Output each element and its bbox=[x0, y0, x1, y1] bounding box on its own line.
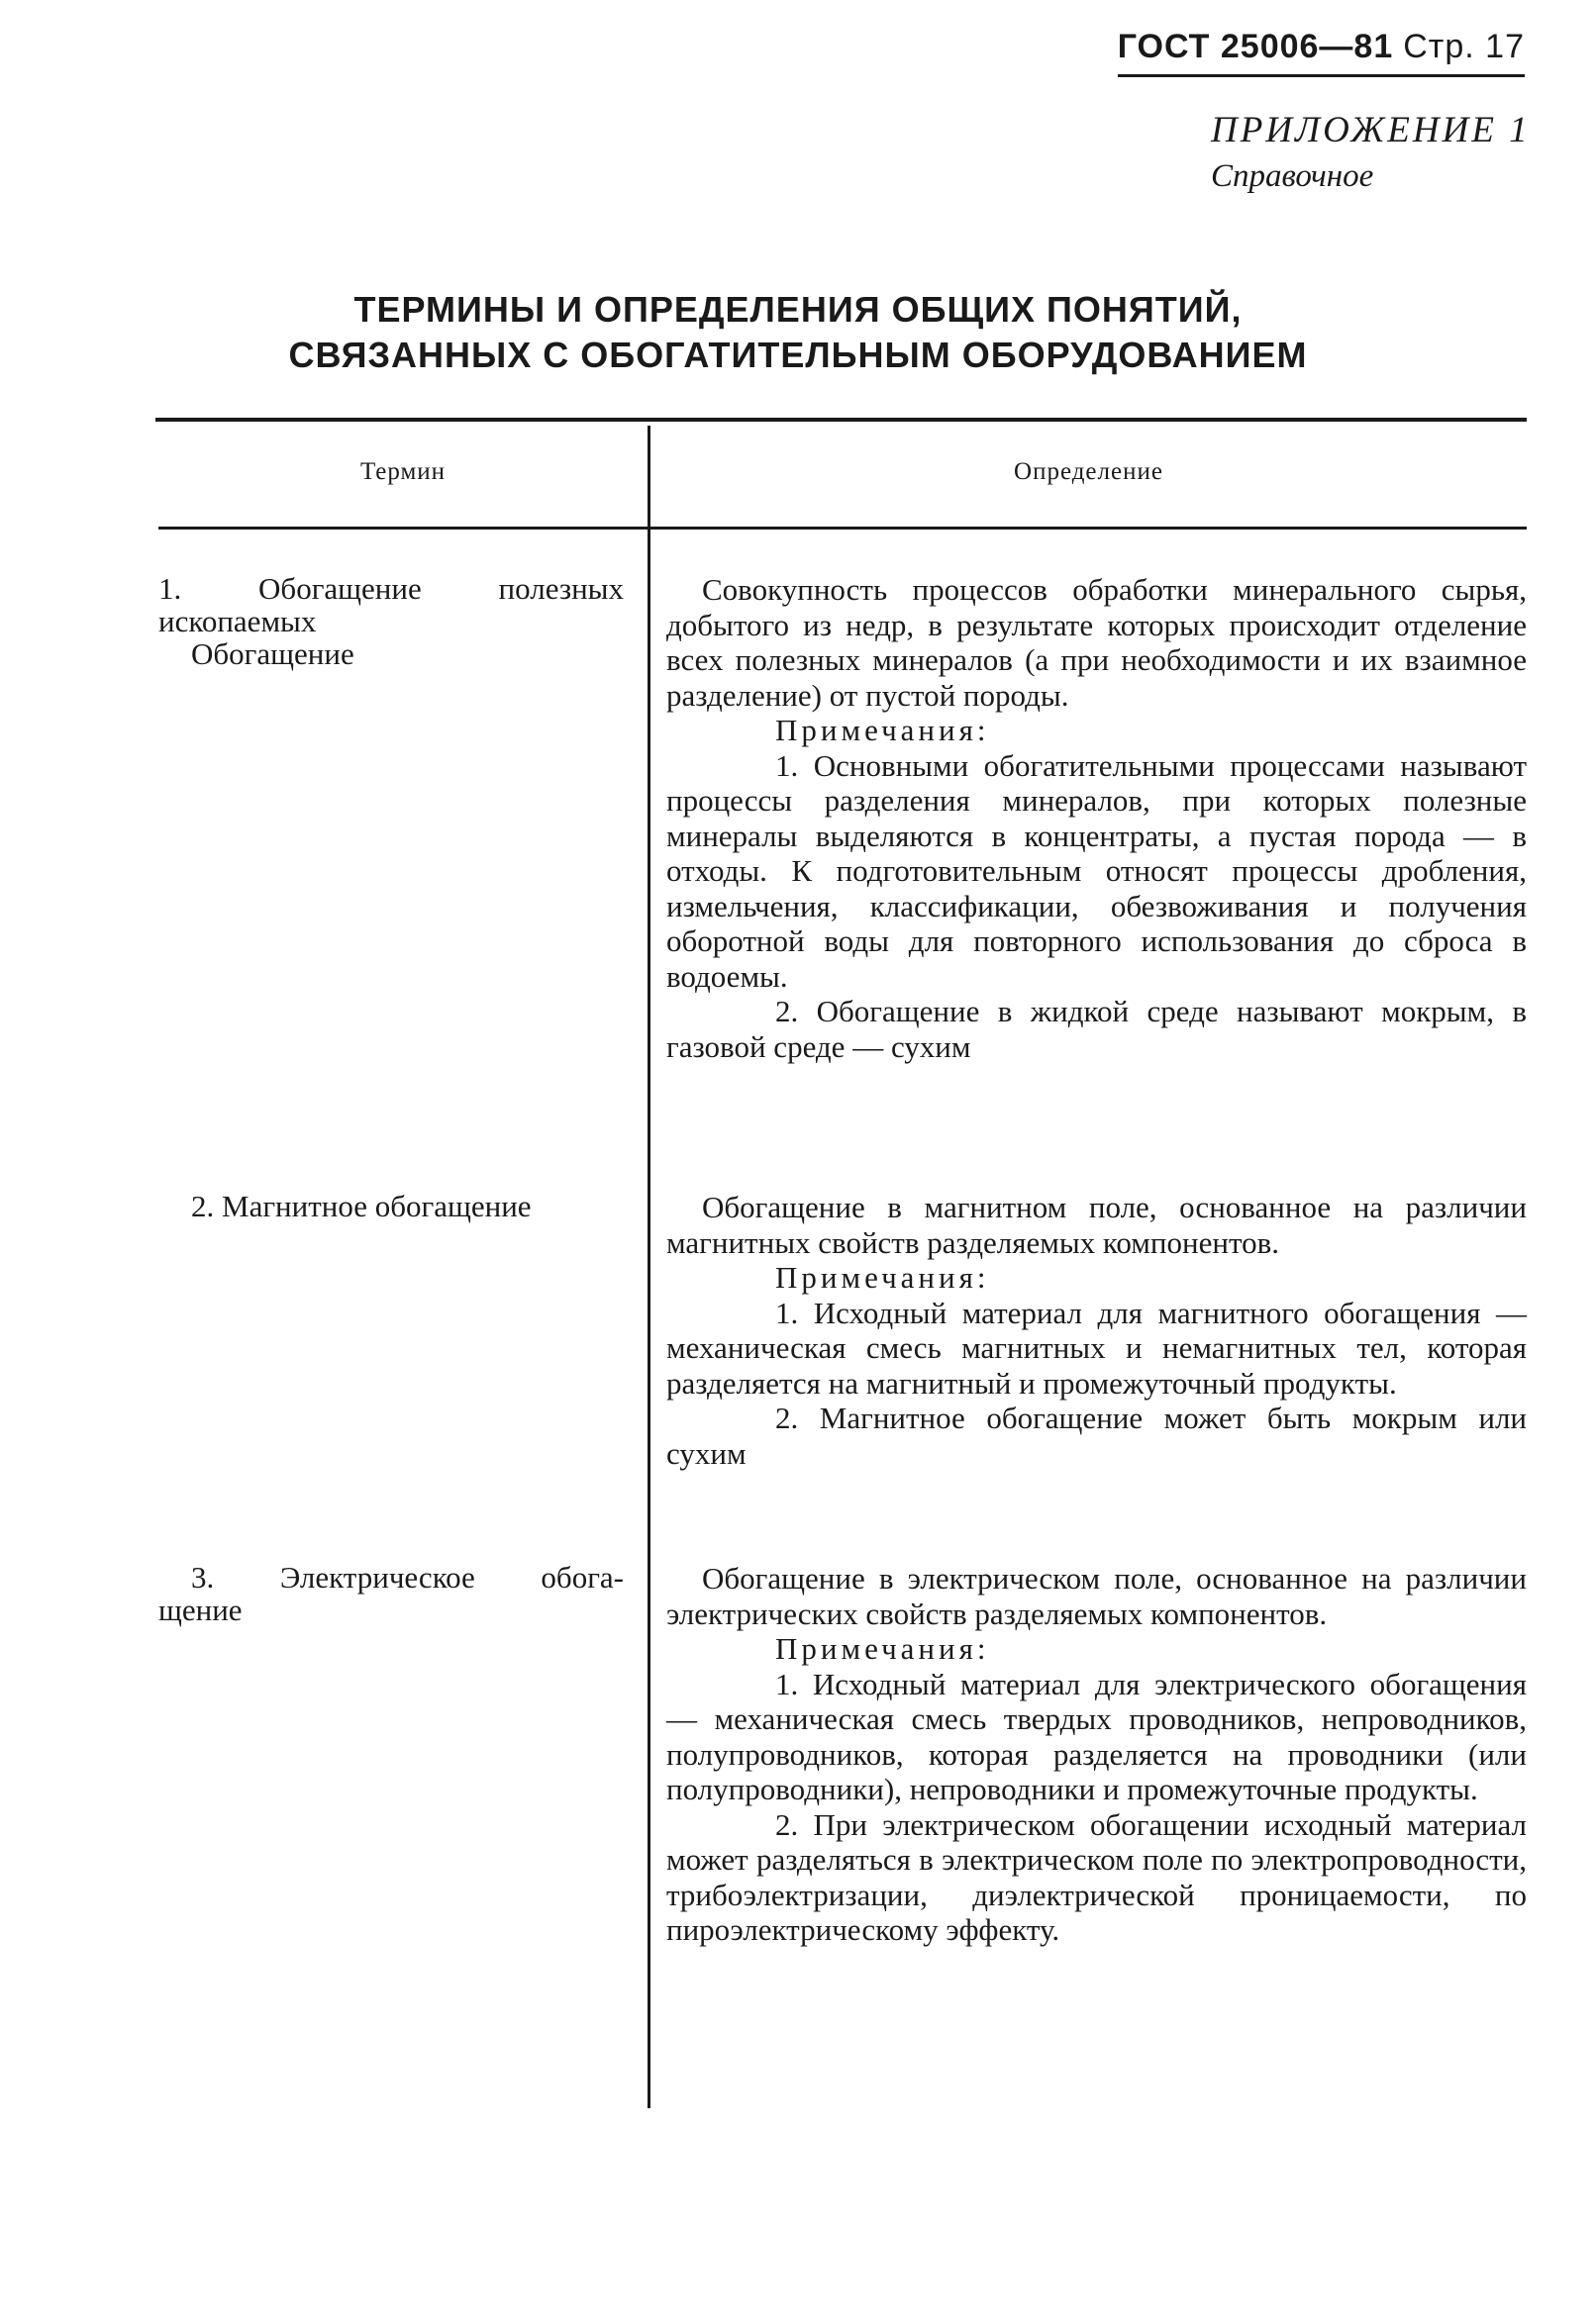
column-divider bbox=[648, 426, 650, 2108]
term-cell bbox=[158, 1190, 624, 1222]
notes-heading: Примечания: bbox=[775, 1260, 990, 1295]
note-text: 2. Магнитное обогащение может быть мокрым или сухим bbox=[666, 1401, 1527, 1471]
term-text: ископаемых bbox=[158, 604, 317, 638]
title-line-2: СВЯЗАННЫХ С ОБОГАТИТЕЛЬНЫМ ОБОРУДОВАНИЕМ bbox=[288, 335, 1308, 375]
column-header-definition: Определение bbox=[1014, 458, 1163, 485]
appendix-label: ПРИЛОЖЕНИЕ 1 bbox=[1211, 110, 1531, 150]
term-cell bbox=[158, 572, 624, 670]
column-header-term: Термин bbox=[359, 458, 447, 485]
notes-heading: Примечания: bbox=[775, 1631, 990, 1666]
table-top-rule bbox=[155, 418, 1527, 422]
definition-text: Обогащение в электрическом поле, основанное на различии электрических свойств разделяемых компонентов. bbox=[666, 1561, 1527, 1631]
appendix-type: Справочное bbox=[1211, 158, 1374, 194]
note-text: 1. Исходный материал для электрического обогащения — механическая смесь твердых проводников, непроводников, полупроводников, которая разделяется на проводники (или полупроводники), непроводники и промежуточные продукты. bbox=[666, 1666, 1527, 1806]
term-text: 2. Магнитное обогащение bbox=[191, 1189, 532, 1223]
gost-header-line bbox=[1118, 28, 1525, 77]
note-text: 2. При электрическом обогащении исходный материал может разделяться в электрическом поле по электропроводности, трибоэлектризации, диэлектрической проницаемости, по пироэлектрическому эффекту. bbox=[666, 1806, 1527, 1947]
definition-cell bbox=[666, 1190, 1527, 1471]
notes-heading: Примечания: bbox=[775, 713, 990, 747]
definition-text: Обогащение в магнитном поле, основанное на различии магнитных свойств разделяемых компонентов. bbox=[666, 1190, 1527, 1260]
term-short-form: Обогащение bbox=[191, 636, 354, 671]
definition-text: Совокупность процессов обработки минерального сырья, добытого из недр, в результате которых происходит отделение всех полезных минералов (а при необходимости и их взаимное разделение) от пустой породы. bbox=[666, 572, 1527, 713]
note-text: 1. Исходный материал для магнитного обогащения — механическая смесь магнитных и немагнитных тел, которая разделяется на магнитный и промежуточный продукты. bbox=[666, 1295, 1527, 1401]
document-title bbox=[0, 287, 1596, 378]
definition-cell bbox=[666, 572, 1527, 1064]
title-line-1: ТЕРМИНЫ И ОПРЕДЕЛЕНИЯ ОБЩИХ ПОНЯТИЙ, bbox=[353, 289, 1243, 330]
term-cell bbox=[158, 1561, 624, 1626]
page-number: Стр. 17 bbox=[1403, 28, 1525, 65]
note-text: 1. Основными обогатительными процессами называют процессы разделения минералов, при которых полезные минералы выделяются в концентраты, а пустая порода — в отходы. К подготовительным относят процессы дробления, измельчения, классификации, обезвоживания и получения оборотной воды для повторного использования до сброса в водоемы. bbox=[666, 747, 1527, 994]
term-text: 3. Электрическое обога- bbox=[191, 1560, 624, 1595]
note-text: 2. Обогащение в жидкой среде называют мокрым, в газовой среде — сухим bbox=[666, 994, 1527, 1064]
table-header-rule bbox=[158, 527, 1527, 530]
term-text: 1. Обогащение полезных bbox=[158, 571, 624, 606]
page-header bbox=[1118, 28, 1525, 77]
gost-number: ГОСТ 25006—81 bbox=[1117, 28, 1394, 65]
term-text: щение bbox=[158, 1593, 243, 1627]
definition-cell bbox=[666, 1561, 1527, 1948]
